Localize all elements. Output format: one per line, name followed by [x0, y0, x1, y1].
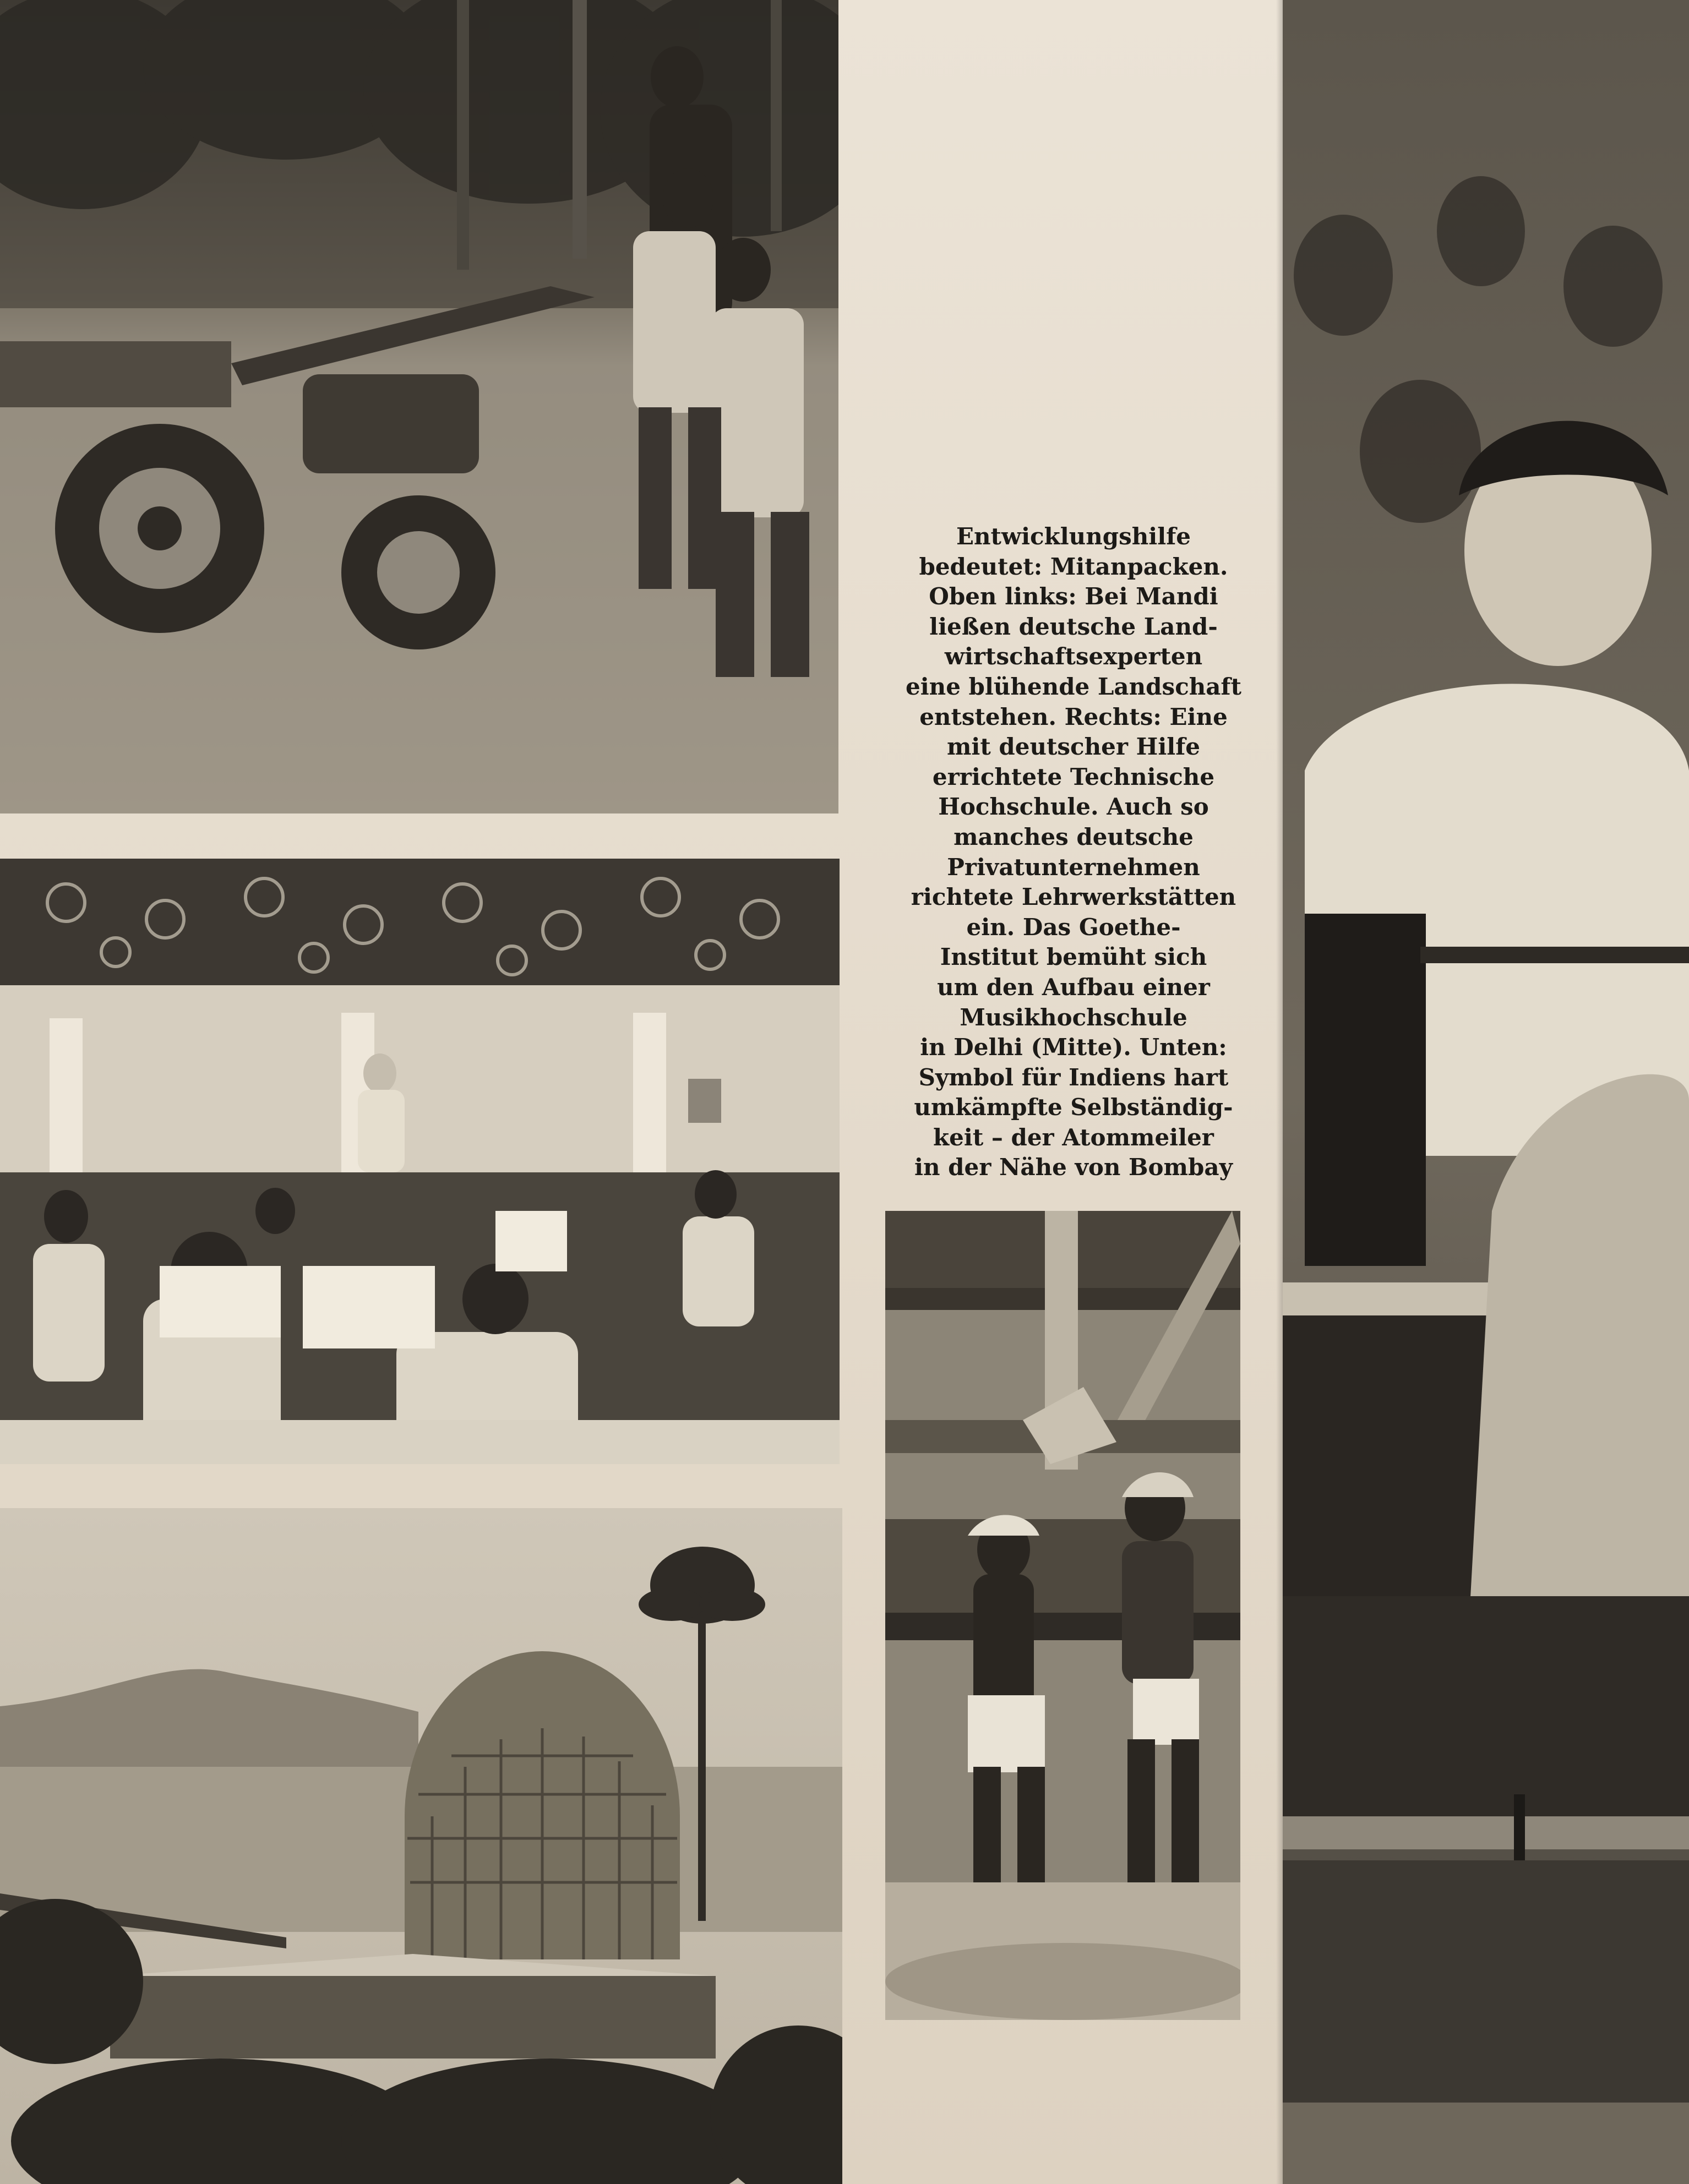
caption-line: in Delhi (Mitte). Unten: [920, 1034, 1227, 1061]
reactor-photo [0, 1508, 842, 2184]
caption-line: Musikhochschule [960, 1003, 1187, 1031]
caption-line: eine blühende Landschaft [905, 673, 1241, 700]
caption-line: umkämpfte Selbständig- [914, 1094, 1233, 1121]
technical-school-image [1283, 0, 1689, 2184]
reactor-dome-image [0, 1508, 842, 2184]
caption-line: um den Aufbau einer [937, 973, 1210, 1001]
orchestra-image [0, 859, 840, 1464]
caption-line: wirtschaftsexperten [944, 643, 1203, 670]
caption-line: bedeutet: Mitanpacken. [919, 553, 1228, 580]
caption-text [859, 522, 1288, 1183]
technical-school-photo [1283, 0, 1689, 2184]
caption-line: richtete Lehrwerkstätten [911, 883, 1236, 911]
music-hall-photo [0, 859, 840, 1464]
construction-workers-image [885, 1211, 1240, 2020]
caption-line: Privatunternehmen [947, 853, 1200, 881]
caption-line: Symbol für Indiens hart [918, 1063, 1229, 1091]
caption-line: ließen deutsche Land- [929, 613, 1218, 640]
caption-line: Oben links: Bei Mandi [929, 583, 1218, 610]
caption-line: Entwicklungshilfe [956, 523, 1191, 550]
caption-line: in der Nähe von Bombay [914, 1154, 1233, 1181]
caption-line: entstehen. Rechts: Eine [919, 703, 1228, 730]
caption-line: ein. Das Goethe- [966, 913, 1181, 941]
workers-photo [885, 1211, 1240, 2020]
caption-line: manches deutsche [954, 823, 1194, 850]
caption-line: Institut bemüht sich [940, 943, 1207, 971]
caption-line: errichtete Technische [932, 763, 1215, 790]
caption-line: mit deutscher Hilfe [946, 733, 1201, 761]
farm-tractor-photo [0, 0, 838, 813]
tractor-image [0, 0, 838, 813]
caption-line: keit – der Atommeiler [933, 1123, 1214, 1151]
gutter-shadow [1276, 0, 1283, 2184]
caption-line: Hochschule. Auch so [938, 793, 1209, 821]
